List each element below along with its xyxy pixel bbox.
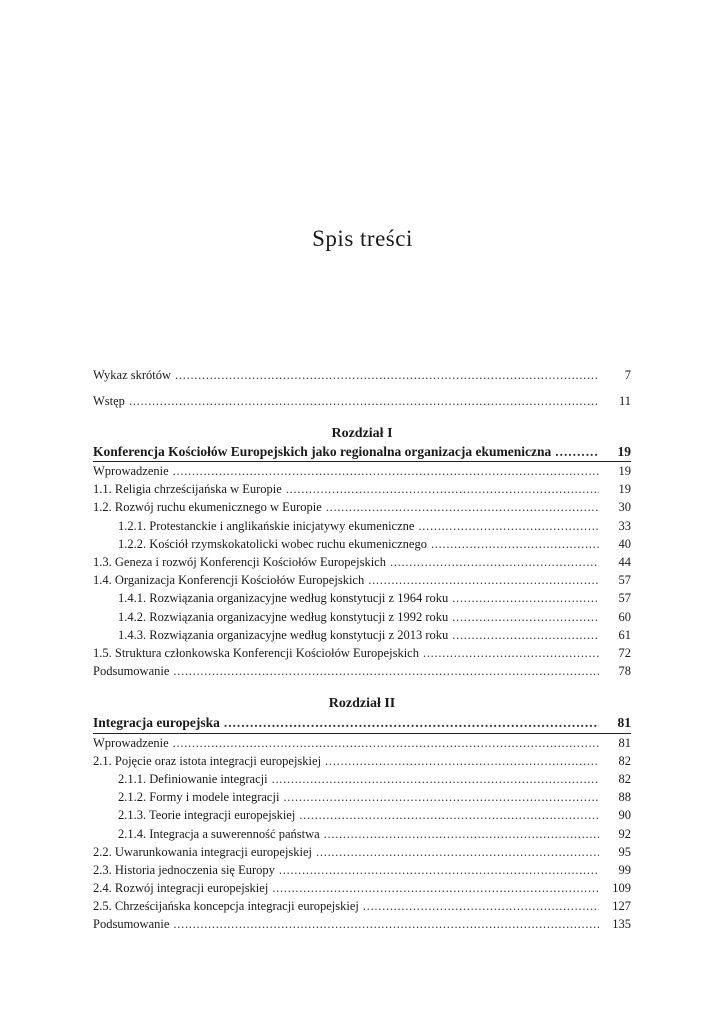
toc-entry-label: 2.1.3. Teorie integracji europejskiej: [118, 808, 296, 823]
chapter-1-title[interactable]: [93, 443, 631, 461]
toc-entry[interactable]: [93, 462, 631, 480]
toc-entry[interactable]: [93, 806, 631, 824]
dot-leader: [173, 662, 599, 680]
toc-entry-label: 2.2. Uwarunkowania integracji europejskiej: [93, 844, 313, 859]
toc-entry-page: 99: [618, 862, 631, 877]
dot-leader: [316, 843, 599, 861]
dot-leader: [418, 517, 599, 535]
toc-entry-label: 2.1.2. Formy i modele integracji: [118, 790, 280, 805]
toc-entry-page: 88: [618, 790, 631, 805]
toc-entry-label: 1.3. Geneza i rozwój Konferencji Kościołów Europejskich: [93, 555, 386, 569]
dot-leader: [129, 392, 599, 410]
toc-entry-page: 78: [618, 664, 631, 679]
toc-entry-page: 90: [618, 808, 631, 823]
dot-leader: [324, 825, 599, 843]
toc-entry-page: 95: [618, 844, 631, 859]
dot-leader: [173, 734, 599, 752]
toc-entry-label: 1.2. Rozwój ruchu ekumenicznego w Europie: [93, 500, 322, 515]
chapter-1-heading: Rozdział I: [331, 426, 393, 441]
dot-leader: [173, 462, 599, 480]
toc-entry-page: 40: [618, 536, 631, 551]
dot-leader: [368, 571, 599, 589]
toc-entry-introduction[interactable]: [93, 392, 631, 410]
toc-entry[interactable]: [93, 915, 631, 933]
toc-entry-label: 1.2.2. Kościół rzymskokatolicki wobec ruchu ekumenicznego: [118, 536, 427, 551]
dot-leader: [452, 608, 599, 626]
toc-entry[interactable]: [93, 662, 631, 680]
toc-entry-page: 81: [617, 715, 631, 730]
toc-entry[interactable]: [93, 498, 631, 516]
toc-entry-page: 135: [612, 917, 631, 931]
toc-entry[interactable]: [93, 553, 631, 571]
toc-entry-page: 57: [618, 573, 631, 588]
toc-entry[interactable]: [93, 589, 631, 607]
toc-entry-label: 2.1.1. Definiowanie integracji: [118, 772, 268, 787]
toc-entry[interactable]: [93, 825, 631, 843]
toc-entry[interactable]: [93, 571, 631, 589]
toc-entry-label: 1.1. Religia chrześcijańska w Europie: [93, 482, 282, 497]
toc-entry-label: 1.5. Struktura członkowska Konferencji Kościołów Europejskich: [93, 646, 419, 660]
toc-entry[interactable]: [93, 480, 631, 498]
dot-leader: [272, 770, 599, 788]
toc-entry-label: Podsumowanie: [93, 664, 170, 679]
toc-entry-page: 19: [618, 482, 631, 497]
dot-leader: [363, 897, 599, 915]
toc-entry-page: 82: [618, 772, 631, 787]
toc-entry-label: Podsumowanie: [93, 917, 170, 931]
toc-entry-page: 57: [618, 591, 631, 606]
toc-entry[interactable]: [93, 608, 631, 626]
dot-leader: [452, 626, 599, 644]
toc-entry-label: 1.2.1. Protestanckie i anglikańskie inicjatywy ekumeniczne: [118, 518, 415, 533]
toc-entry[interactable]: [93, 517, 631, 535]
toc-entry-abbreviations[interactable]: [93, 366, 631, 384]
dot-leader: [224, 714, 599, 732]
toc-entry[interactable]: [93, 734, 631, 752]
toc-entry-label: Konferencja Kościołów Europejskich jako regionalna organizacja ekumeniczna: [93, 444, 552, 459]
toc-entry-page: 81: [618, 736, 631, 750]
toc-entry[interactable]: [93, 897, 631, 915]
toc-entry[interactable]: [93, 879, 631, 897]
dot-leader: [325, 752, 599, 770]
toc-entry-page: 44: [618, 555, 631, 569]
toc-entry[interactable]: [93, 788, 631, 806]
toc-entry-page: 109: [612, 880, 631, 895]
toc-entry-label: 1.4.2. Rozwiązania organizacyjne według konstytucji z 1992 roku: [118, 609, 449, 624]
toc-entry[interactable]: [93, 843, 631, 861]
toc-entry-label: 2.1.4. Integracja a suwerenność państwa: [118, 826, 320, 841]
dot-leader: [283, 788, 599, 806]
toc-entry-label: Wykaz skrótów: [93, 368, 172, 382]
toc-entry-page: 19: [618, 464, 631, 478]
toc-entry-label: Integracja europejska: [93, 715, 220, 730]
toc-entry-label: Wstęp: [93, 394, 125, 408]
toc-entry-label: 2.4. Rozwój integracji europejskiej: [93, 880, 269, 895]
dot-leader: [286, 480, 599, 498]
toc-entry-label: Wprowadzenie: [93, 736, 169, 750]
dot-leader: [555, 443, 599, 461]
toc-entry-label: 2.5. Chrześcijańska koncepcja integracji europejskiej: [93, 898, 359, 913]
dot-leader: [452, 589, 599, 607]
toc-entry-page: 61: [618, 627, 631, 642]
toc-entry-page: 60: [618, 609, 631, 624]
toc-entry-label: 1.4. Organizacja Konferencji Kościołów Europejskich: [93, 573, 365, 588]
toc-entry[interactable]: [93, 535, 631, 553]
chapter-2-title[interactable]: [93, 714, 631, 732]
dot-leader: [173, 915, 599, 933]
dot-leader: [431, 535, 599, 553]
toc-entry-page: 72: [618, 646, 631, 660]
dot-leader: [326, 498, 599, 516]
toc-entry-page: 33: [618, 518, 631, 533]
toc-entry-label: Wprowadzenie: [93, 464, 169, 478]
toc-entry[interactable]: [93, 752, 631, 770]
toc-entry-label: 1.4.1. Rozwiązania organizacyjne według konstytucji z 1964 roku: [118, 591, 449, 606]
toc-entry[interactable]: [93, 770, 631, 788]
dot-leader: [279, 861, 599, 879]
toc-entry-page: 82: [618, 754, 631, 769]
toc-entry-page: 127: [612, 898, 631, 913]
toc-entry-page: 30: [618, 500, 631, 515]
chapter-2-heading: Rozdział II: [328, 696, 396, 711]
toc-entry-page: 92: [618, 826, 631, 841]
toc-entry-page: 19: [617, 444, 631, 459]
dot-leader: [175, 366, 599, 384]
toc-entry[interactable]: [93, 626, 631, 644]
toc-entry[interactable]: [93, 861, 631, 879]
toc-entry[interactable]: [93, 644, 631, 662]
dot-leader: [423, 644, 599, 662]
page-title: Spis treści: [312, 226, 413, 251]
toc-entry-page: 7: [624, 368, 631, 382]
toc-entry-label: 1.4.3. Rozwiązania organizacyjne według konstytucji z 2013 roku: [118, 627, 449, 642]
toc-entry-label: 2.1. Pojęcie oraz istota integracji europejskiej: [93, 754, 322, 769]
dot-leader: [390, 553, 599, 571]
dot-leader: [299, 806, 599, 824]
dot-leader: [272, 879, 599, 897]
toc-entry-page: 11: [618, 394, 631, 408]
toc-entry-label: 2.3. Historia jednoczenia się Europy: [93, 862, 275, 877]
